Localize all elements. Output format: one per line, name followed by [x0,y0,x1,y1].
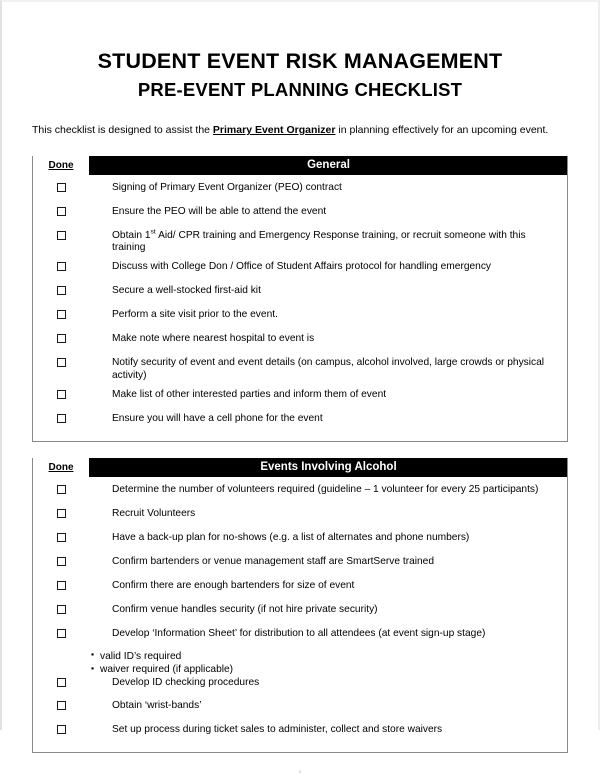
checkbox-icon[interactable] [57,629,66,638]
intro-paragraph [32,124,568,138]
checklist-row [33,721,567,745]
checkbox-icon[interactable] [57,207,66,216]
checkbox-icon[interactable] [57,605,66,614]
checkbox-cell [33,580,90,590]
checkbox-icon[interactable] [57,262,66,271]
checkbox-icon[interactable] [57,557,66,566]
checklist-subitem: ▪ waiver required (if applicable) [91,663,567,677]
intro-text-prefix: This checklist is designed to assist the [32,123,213,136]
checkbox-cell [33,389,90,399]
checklist-row [33,282,567,306]
checklist-item-text: Perform a site visit prior to the event. [112,309,278,321]
checklist-item-text: Secure a well-stocked first-aid kit [112,285,261,297]
column-header-done [33,156,90,175]
checklist-row [33,306,567,330]
table-header-row [33,156,567,175]
table-body [33,175,567,441]
checkbox-cell [33,677,90,687]
checklist-row [33,625,567,649]
checkbox-cell [33,182,90,192]
checkbox-cell [33,628,90,638]
checklist-item-text [90,230,567,256]
document-title-line-2: PRE-EVENT PLANNING CHECKLIST [137,78,463,100]
checklist-item-text-after-superscript: Aid/ CPR training and Emergency Response training, or recruit someone with this training [112,229,526,254]
checklist-item-text: Discuss with College Don / Office of Student Affairs protocol for handling emergency [112,261,492,273]
checkbox-icon[interactable] [57,286,66,295]
checkbox-icon[interactable] [57,533,66,542]
checklist-item-text: Obtain ‘wrist-bands’ [112,700,202,712]
checklist-item-text: Confirm there are enough bartenders for size of event [112,579,355,591]
checklist-row [33,410,567,434]
column-header-done [33,458,90,477]
section-title: Events Involving Alcohol [100,458,567,477]
checklist-row [33,553,567,577]
checkbox-icon[interactable] [57,509,66,518]
checklist-item-text: Ensure you will have a cell phone for the event [112,412,323,424]
checkbox-icon[interactable] [57,183,66,192]
checkbox-cell [33,261,90,271]
page-content [2,2,598,774]
checkbox-icon[interactable] [57,414,66,423]
checkbox-cell [33,333,90,343]
column-header-done-label: Done [48,159,74,171]
checklist-row [33,577,567,601]
checkbox-cell [33,230,90,240]
checklist-row [33,697,567,721]
checklist-item-text: Confirm bartenders or venue management staff are SmartServe trained [112,555,435,567]
checklist-row [33,386,567,410]
checkbox-cell [33,357,90,367]
checkbox-cell [33,413,90,423]
header-divider [90,156,100,175]
checkbox-icon[interactable] [57,334,66,343]
header-divider [90,458,100,477]
intro-text-suffix: in planning effectively for an upcoming event. [335,123,549,136]
checkbox-cell [33,508,90,518]
checkbox-icon[interactable] [57,231,66,240]
checklist-item-text: Set up process during ticket sales to administer, collect and store waivers [112,724,443,736]
checklist-item-text: Make note where nearest hospital to event is [112,333,315,345]
checklist-item-text: Make list of other interested parties and inform them of event [112,388,387,400]
checklist-subitem: ▪ valid ID’s required [91,650,567,664]
checklist-item-text: Confirm venue handles security (if not hire private security) [112,603,378,615]
intro-emphasis-primary-event-organizer: Primary Event Organizer [212,123,336,136]
checklist-item-text: Have a back-up plan for no-shows (e.g. a list of alternates and phone numbers) [112,531,470,543]
checklist-item-text: Signing of Primary Event Organizer (PEO) contract [112,181,342,193]
checklist-row [33,179,567,203]
checkbox-cell [33,206,90,216]
checkbox-icon[interactable] [57,485,66,494]
checklist-row [33,330,567,354]
checklist-item-text: Determine the number of volunteers required (guideline – 1 volunteer for every 25 participants) [112,483,539,495]
checkbox-icon[interactable] [57,390,66,399]
checkbox-cell [33,700,90,710]
checkbox-cell [33,309,90,319]
checklist-item-text: Develop ID checking procedures [112,677,260,689]
checklist-subitem-list [33,650,567,678]
checklist-row [33,203,567,227]
column-header-done-label: Done [48,461,74,473]
checklist-item-text: Recruit Volunteers [112,507,196,519]
checklist-item-text: Develop ‘Information Sheet’ for distribution to all attendees (at event sign-up stage) [112,627,486,639]
checklist-row [33,677,567,697]
checkbox-icon[interactable] [57,581,66,590]
checkbox-cell [33,556,90,566]
table-header-row [33,458,567,477]
checklist-table [32,156,568,442]
checklist-row [33,258,567,282]
checklist-table [32,458,568,754]
checkbox-cell [33,532,90,542]
checkbox-icon[interactable] [57,310,66,319]
checklist-item-text: Ensure the PEO will be able to attend the event [112,205,327,217]
page-number-footer: 1 [298,769,302,774]
checklist-item-text: Notify security of event and event details (on campus, alcohol involved, large crowds or physical activity) [112,357,545,381]
checklist-row [33,529,567,553]
checklist-row [33,227,567,259]
document-title-block [32,48,568,102]
checklist-row [33,354,567,386]
ordinal-superscript: st [150,228,156,236]
checkbox-icon[interactable] [57,678,66,687]
checklist-row [33,505,567,529]
document-title-line-1: STUDENT EVENT RISK MANAGEMENT [97,49,503,73]
checklist-row [33,481,567,505]
checklist-item-text-before-superscript: Obtain 1 [112,229,151,241]
checkbox-cell [33,484,90,494]
checklist-row [33,601,567,625]
table-body [33,477,567,753]
checkbox-cell [33,604,90,614]
checklist-sections [32,156,568,754]
checkbox-icon[interactable] [57,701,66,710]
section-title: General [100,156,567,175]
checkbox-icon[interactable] [57,358,66,367]
checkbox-cell [33,724,90,734]
checkbox-cell [33,285,90,295]
